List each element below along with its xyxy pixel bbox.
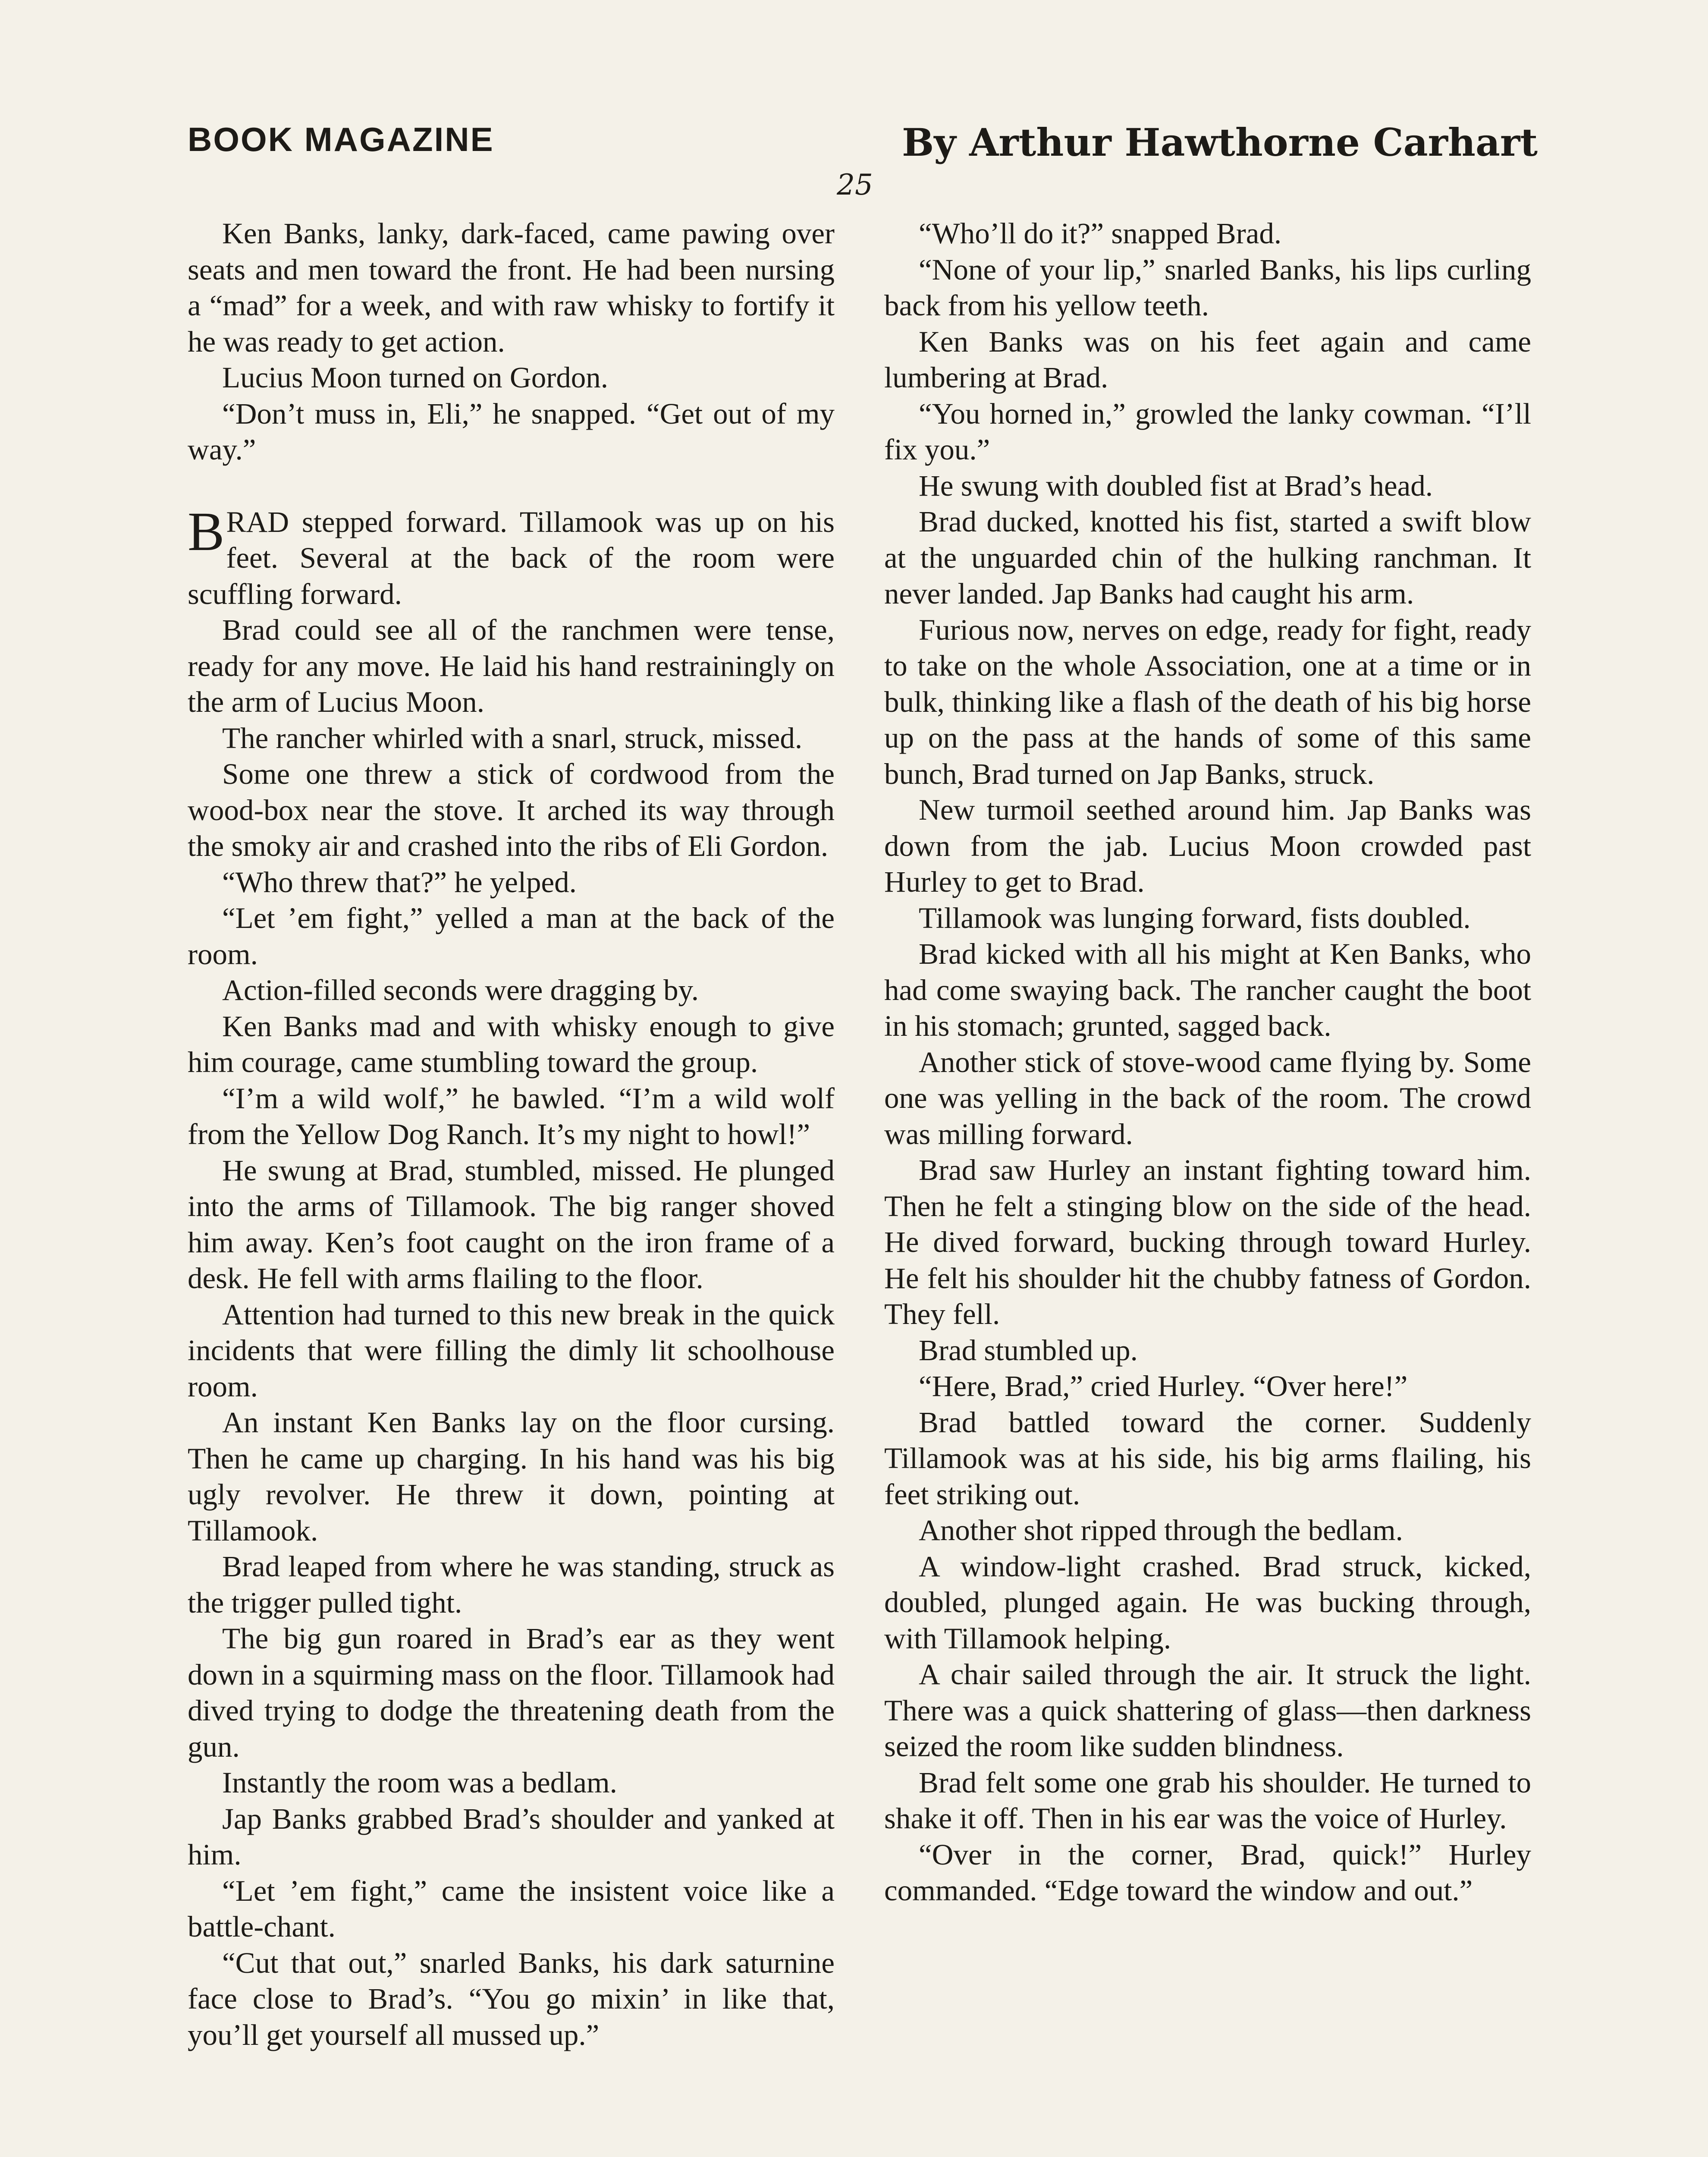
paragraph: Brad leaped from where he was standing, struck as the trigger pulled tight.	[188, 1550, 835, 1619]
paragraph: “Don’t muss in, Eli,” he snapped. “Get out of my way.”	[188, 397, 835, 466]
paragraph: Brad felt some one grab his shoulder. He turned to shake it off. Then in his ear was the voice of Hurley.	[884, 1766, 1531, 1835]
paragraph: “Let ’em fight,” came the insistent voice like a battle-chant.	[188, 1874, 835, 1943]
paragraph: Lucius Moon turned on Gordon.	[222, 361, 608, 394]
paragraph: “Who threw that?” he yelped.	[222, 865, 577, 899]
paragraph: Attention had turned to this new break in the quick incidents that were filling the dimly lit schoolhouse room.	[188, 1298, 835, 1403]
paragraph: Some one threw a stick of cordwood from the wood-box near the stove. It arched its way through the smoky air and crashed into the ribs of Eli Gordon.	[188, 758, 835, 862]
paragraph: Action-filled seconds were dragging by.	[222, 974, 699, 1006]
paragraph: He swung with doubled fist at Brad’s head.	[919, 469, 1433, 502]
paragraph: The big gun roared in Brad’s ear as they went down in a squirming mass on the floor. Tillamook had dived trying to dodge the threatening death from the gun.	[188, 1622, 835, 1763]
paragraph: Brad kicked with all his might at Ken Banks, who had come swaying back. The rancher caught the boot in his stomach; grunted, sagged back.	[884, 937, 1531, 1042]
paragraph: A chair sailed through the air. It struck the light. There was a quick shattering of glass—then darkness seized the room like sudden blindness.	[884, 1658, 1531, 1763]
paragraph: “Cut that out,” snarled Banks, his dark saturnine face close to Brad’s. “You go mixin’ in like that, you’ll get yourself all mussed up.”	[188, 1946, 835, 2051]
paragraph: Ken Banks mad and with whisky enough to give him courage, came stumbling toward the group.	[188, 1009, 835, 1078]
paragraph: Brad stumbled up.	[919, 1333, 1138, 1367]
paragraph: A window-light crashed. Brad struck, kicked, doubled, plunged again. He was bucking through, with Tillamook helping.	[884, 1550, 1531, 1655]
paragraph-text: RAD stepped forward. Tillamook was up on his feet. Several at the back of the room were scuffling forward.	[188, 505, 835, 610]
paragraph: Furious now, nerves on edge, ready for fight, ready to take on the whole Association, one at a time or in bulk, thinking like a flash of the death of his big horse up on the pass at the hands of some of this same bunch, Brad turned on Jap Banks, struck.	[884, 613, 1531, 790]
paragraph: He swung at Brad, stumbled, missed. He plunged into the arms of Tillamook. The big ranger shoved him away. Ken’s foot caught on the iron frame of a desk. He fell with arms flailing to the floor.	[188, 1154, 835, 1295]
paragraph: An instant Ken Banks lay on the floor cursing. Then he came up charging. In his hand was his big ugly revolver. He threw it down, pointing at Tillamook.	[188, 1406, 835, 1547]
paragraph: New turmoil seethed around him. Jap Banks was down from the jab. Lucius Moon crowded past Hurley to get to Brad.	[884, 793, 1531, 898]
right-column	[884, 216, 1531, 1909]
paragraph: Another stick of stove-wood came flying by. Some one was yelling in the back of the room. The crowd was milling forward.	[884, 1045, 1531, 1151]
paragraph-dropcap	[188, 500, 835, 613]
paragraph: “You horned in,” growled the lanky cowman. “I’ll fix you.”	[884, 397, 1531, 466]
paragraph: Ken Banks was on his feet again and came lumbering at Brad.	[884, 325, 1531, 394]
page-number: 25	[837, 168, 873, 201]
paragraph: “None of your lip,” snarled Banks, his lips curling back from his yellow teeth.	[884, 253, 1531, 322]
paragraph: “Who’ll do it?” snapped Brad.	[919, 217, 1282, 250]
paragraph: Brad ducked, knotted his fist, started a swift blow at the unguarded chin of the hulking ranchman. It never landed. Jap Banks had caught his arm.	[884, 505, 1531, 610]
author-byline: By Arthur Hawthorne Carhart	[901, 120, 1538, 165]
paragraph: “Here, Brad,” cried Hurley. “Over here!”	[919, 1370, 1408, 1402]
paragraph: Instantly the room was a bedlam.	[222, 1766, 617, 1799]
paragraph: Brad could see all of the ranchmen were tense, ready for any move. He laid his hand restrainingly on the arm of Lucius Moon.	[188, 613, 835, 718]
paragraph: “Let ’em fight,” yelled a man at the back of the room.	[188, 902, 835, 971]
paragraph: Ken Banks, lanky, dark-faced, came pawing over seats and men toward the front. He had been nursing a “mad” for a week, and with raw whisky to fortify it he was ready to get action.	[188, 217, 835, 358]
paragraph: Brad saw Hurley an instant fighting toward him. Then he felt a stinging blow on the side of the head. He dived forward, bucking through toward Hurley. He felt his shoulder hit the chubby fatness of Gordon. They fell.	[884, 1154, 1531, 1330]
paragraph: “I’m a wild wolf,” he bawled. “I’m a wild wolf from the Yellow Dog Ranch. It’s my night to howl!”	[188, 1082, 835, 1151]
paragraph: Brad battled toward the corner. Suddenly Tillamook was at his side, his big arms flailing, his feet striking out.	[884, 1406, 1531, 1511]
left-column	[188, 216, 835, 2053]
drop-cap: B	[188, 500, 225, 562]
paragraph: Jap Banks grabbed Brad’s shoulder and yanked at him.	[188, 1802, 835, 1871]
paragraph: The rancher whirled with a snarl, struck, missed.	[222, 721, 803, 755]
paragraph: Another shot ripped through the bedlam.	[919, 1514, 1403, 1547]
magazine-title: BOOK MAGAZINE	[188, 120, 494, 158]
paragraph: Tillamook was lunging forward, fists doubled.	[919, 901, 1471, 934]
paragraph: “Over in the corner, Brad, quick!” Hurley commanded. “Edge toward the window and out.”	[884, 1838, 1531, 1907]
